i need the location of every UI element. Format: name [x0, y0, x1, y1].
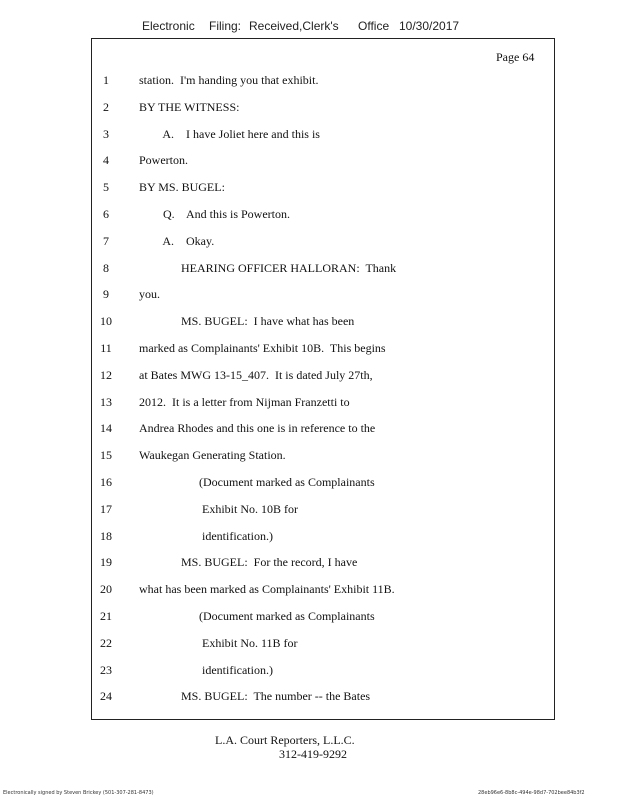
line-text: what has been marked as Complainants' Exhibit 11B. [139, 582, 395, 597]
transcript-line [0, 663, 618, 681]
header-received-clerks: Received,Clerk's [249, 19, 339, 33]
transcript-line [0, 529, 618, 547]
line-text: identification.) [139, 662, 273, 677]
line-number: 4 [103, 153, 109, 168]
page-number: Page 64 [496, 50, 535, 64]
line-number: 9 [103, 287, 109, 302]
line-text: MS. BUGEL: The number -- the Bates [139, 689, 371, 704]
line-text: identification.) [139, 528, 273, 543]
line-text: Waukegan Generating Station. [139, 448, 286, 463]
header-filing: Filing: [209, 19, 242, 33]
line-number: 14 [100, 421, 112, 436]
line-text: Q. And this is Powerton. [139, 207, 291, 221]
line-text: Powerton. [139, 153, 188, 168]
transcript-line [0, 341, 618, 359]
transcript-line [0, 73, 618, 91]
transcript-line [0, 100, 618, 118]
line-number: 12 [100, 367, 112, 382]
line-text: BY THE WITNESS: [139, 99, 240, 114]
line-number: 10 [100, 314, 112, 329]
line-number: 19 [100, 555, 112, 570]
line-number: 5 [103, 180, 109, 195]
line-text: HEARING OFFICER HALLORAN: Thank [139, 260, 397, 275]
line-text: A. Okay. [139, 233, 215, 248]
line-text: (Document marked as Complainants [139, 609, 375, 623]
line-number: 11 [100, 341, 112, 355]
transcript-line [0, 180, 618, 198]
transcript-line [0, 502, 618, 520]
filing-header [0, 19, 618, 37]
transcript-line [0, 609, 618, 627]
line-text: A. I have Joliet here and this is [139, 126, 320, 141]
transcript-line [0, 153, 618, 171]
line-text: station. I'm handing you that exhibit. [139, 73, 319, 87]
transcript-line [0, 582, 618, 600]
transcript-line [0, 127, 618, 145]
transcript-line [0, 448, 618, 466]
transcript-line [0, 636, 618, 654]
line-number: 21 [100, 609, 112, 623]
transcript-line [0, 555, 618, 573]
line-number: 13 [100, 394, 112, 409]
line-number: 20 [100, 582, 112, 597]
line-number: 8 [103, 260, 109, 275]
e-signature-text: Electronically signed by Steven Brickey (501-307-281-8473) [3, 790, 154, 796]
document-hash: 28eb96e6-8b8c-494e-98d7-702bee84b3f2 [478, 790, 585, 796]
transcript-line [0, 287, 618, 305]
transcript-line [0, 207, 618, 225]
line-number: 7 [103, 233, 109, 248]
transcript-line [0, 234, 618, 252]
line-number: 23 [100, 662, 112, 677]
line-number: 3 [103, 126, 109, 141]
reporter-phone: 312-419-9292 [279, 747, 347, 761]
line-text: 2012. It is a letter from Nijman Franzetti to [139, 394, 350, 409]
line-text: Exhibit No. 10B for [139, 501, 298, 516]
line-text: at Bates MWG 13-15_407. It is dated July 27th, [139, 367, 373, 382]
line-number: 24 [100, 689, 112, 704]
line-text: BY MS. BUGEL: [139, 180, 225, 195]
transcript-line [0, 689, 618, 707]
line-number: 15 [100, 448, 112, 463]
transcript-line [0, 475, 618, 493]
line-text: Andrea Rhodes and this one is in reference to the [139, 421, 376, 436]
line-text: you. [139, 287, 160, 302]
header-electronic: Electronic [142, 19, 195, 33]
transcript-line [0, 421, 618, 439]
line-number: 1 [103, 73, 109, 87]
transcript-line [0, 395, 618, 413]
transcript-line [0, 368, 618, 386]
line-text: marked as Complainants' Exhibit 10B. This begins [139, 341, 386, 355]
line-text: (Document marked as Complainants [139, 475, 375, 489]
line-number: 18 [100, 528, 112, 543]
line-number: 16 [100, 475, 112, 489]
transcript-line [0, 261, 618, 279]
line-text: MS. BUGEL: For the record, I have [139, 555, 358, 570]
line-number: 6 [103, 207, 109, 221]
header-date: 10/30/2017 [399, 19, 460, 33]
header-office: Office [358, 19, 390, 33]
line-number: 2 [103, 99, 109, 114]
line-number: 22 [100, 635, 112, 650]
transcript-line [0, 314, 618, 332]
line-text: MS. BUGEL: I have what has been [139, 314, 355, 329]
line-text: Exhibit No. 11B for [139, 635, 298, 650]
reporter-company: L.A. Court Reporters, L.L.C. [215, 733, 355, 747]
line-number: 17 [100, 501, 112, 516]
